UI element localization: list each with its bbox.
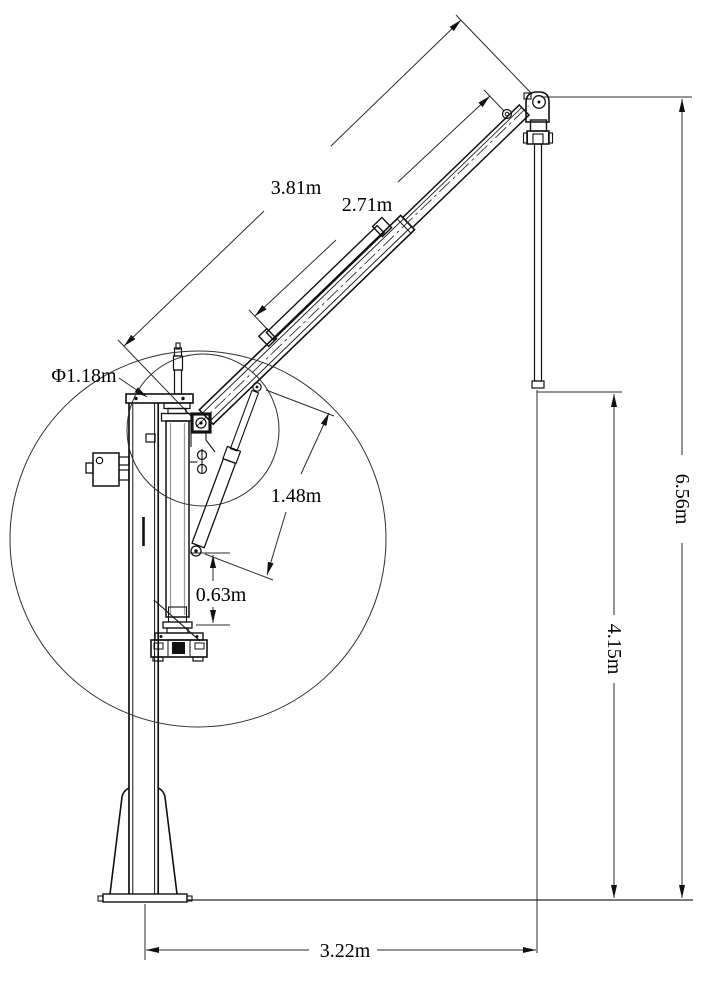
dim-label-slew-diameter: Φ1.18m [51, 365, 117, 387]
dim-label-luffing-cylinder: 1.48m [270, 485, 322, 507]
control-box [86, 453, 129, 486]
kingpost-tube [166, 421, 189, 617]
control-knob [96, 457, 102, 463]
dimension-labels [51, 177, 693, 962]
boom [181, 90, 535, 434]
drop-rod [535, 144, 542, 381]
base-gusset-right [158, 788, 177, 894]
dim-label-hook-clearance-height: 4.15m [603, 623, 625, 675]
plate-bolt-right [181, 397, 184, 400]
ext-line-cyl-top [266, 390, 334, 416]
mast-side-tab [146, 434, 155, 442]
base-plate-tab-left [98, 896, 103, 901]
swing-circles [10, 351, 386, 727]
boom-head [503, 92, 550, 122]
dim-line-cyl-a [301, 413, 329, 474]
dim-label-cylinder-base-offset: 0.63m [195, 584, 247, 606]
kingpost [151, 403, 207, 661]
dim-label-working-radius: 3.22m [319, 940, 371, 962]
dim-label-boom-total: 3.81m [270, 177, 322, 199]
base-plate [103, 894, 187, 902]
ext-line-cyl-bot [205, 554, 273, 580]
boom-centerline [196, 106, 528, 427]
dim-line-section-b [398, 96, 490, 182]
drop-rod-cap [532, 381, 544, 388]
foot-bolt [172, 642, 185, 654]
outer-swing-circle [10, 351, 386, 727]
grease-fitting [190, 449, 207, 474]
cylinder-rod [230, 390, 258, 451]
base-gusset-left [110, 788, 129, 894]
dim-label-overall-height: 6.56m [671, 473, 693, 525]
ext-line-section-near [249, 310, 269, 331]
jack-rod [174, 343, 183, 394]
boom-outer-tube [199, 215, 414, 424]
ext-line-boom-far [456, 15, 532, 94]
kingpost-foot [151, 633, 207, 661]
dim-line-boom-a [124, 211, 264, 346]
dim-line-cyl-b [267, 512, 286, 575]
dim-label-boom-outer-section: 2.71m [341, 194, 393, 216]
dimension-lines [118, 15, 693, 960]
ext-line-section-far [484, 90, 504, 111]
control-box-tab [86, 463, 93, 473]
boom-top-cylinder [266, 226, 384, 340]
dim-line-boom-b [331, 20, 461, 146]
foot-brace [154, 600, 200, 641]
hook-block [524, 120, 553, 388]
